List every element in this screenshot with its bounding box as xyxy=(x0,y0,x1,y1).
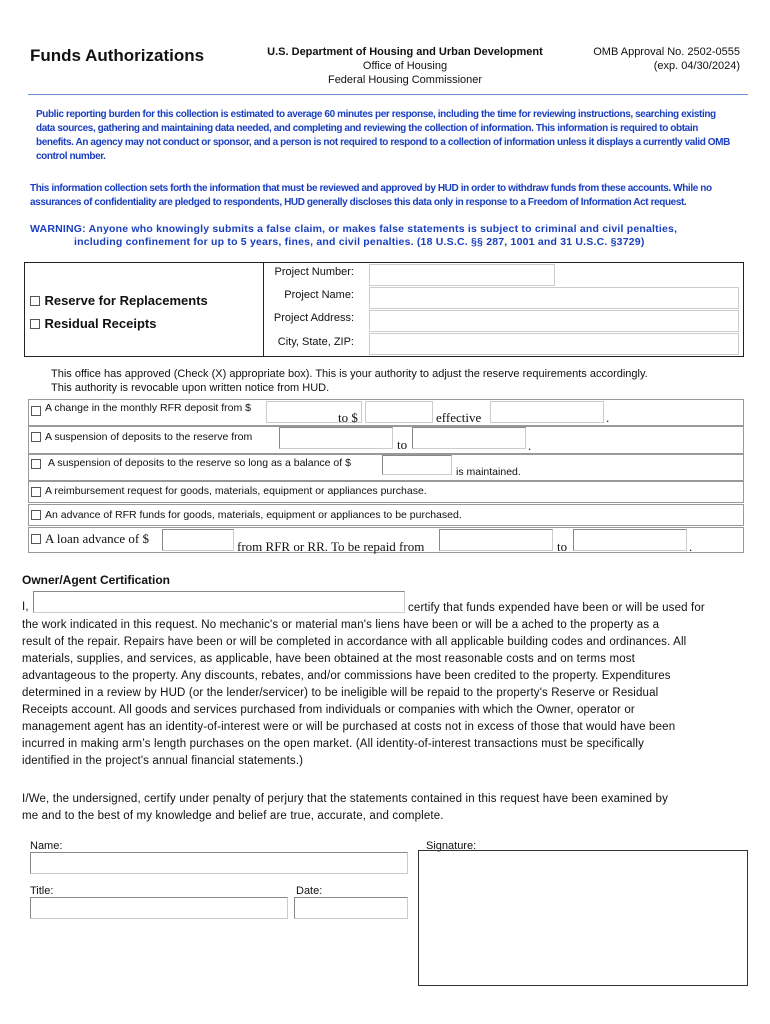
agency-commissioner: Federal Housing Commissioner xyxy=(327,74,483,86)
certification-i-label: I, xyxy=(22,601,29,613)
suspension-checkbox[interactable] xyxy=(31,432,41,442)
reimbursement-checkbox[interactable] xyxy=(31,487,41,497)
change-deposit-label: A change in the monthly RFR deposit from $ xyxy=(45,402,252,414)
loan-period: . xyxy=(689,539,693,554)
date-field[interactable] xyxy=(294,897,408,919)
warning-notice xyxy=(30,223,742,249)
certifier-name-field[interactable] xyxy=(33,591,405,613)
change-to-label: to $ xyxy=(338,410,358,425)
public-burden-notice: Public reporting burden for this collection is estimated to average 60 minutes per response, including the time for reviewing instructions, searching existing data sources, gathering and maintaining data needed, and completing and reviewing the collection of information. This information is required to obtain benefits. An agency may not conduct or sponsor, and a person is not required to respond to a collection of information unless it displays a currently valid OMB control number. xyxy=(36,109,730,162)
suspension-balance-checkbox[interactable] xyxy=(31,459,41,469)
suspension-balance-label: A suspension of deposits to the reserve so long as a balance of $ xyxy=(48,457,351,469)
agency-name: U.S. Department of Housing and Urban Development xyxy=(267,46,543,58)
agency-block xyxy=(240,45,570,87)
suspension-balance-tail: is maintained. xyxy=(456,466,521,478)
approval-intro xyxy=(51,367,741,395)
reserve-checkbox[interactable] xyxy=(30,296,40,306)
loan-mid-label: from RFR or RR. To be repaid from xyxy=(237,539,425,554)
certification-body-line: Receipts account. All goods and services purchased from individuals or companies with which the Owner, operator or xyxy=(22,704,635,716)
omb-block xyxy=(570,45,740,73)
approval-intro-line-1: This office has approved (Check (X) appropriate box). This is your authority to adjust the reserve requirements accordingly. xyxy=(51,368,648,380)
change-deposit-checkbox[interactable] xyxy=(31,406,41,416)
city-state-zip-label: City, State, ZIP: xyxy=(277,336,354,348)
certification-body-line: identified in the project's annual financial statements.) xyxy=(22,755,304,767)
advance-checkbox[interactable] xyxy=(31,510,41,520)
project-name-field[interactable] xyxy=(369,287,739,309)
collection-notice: This information collection sets forth the information that must be reviewed and approved by HUD in order to withdraw funds from these accounts. While no assurances of confidentiality are pledged to respondents, HUD generally discloses this data only in response to a Freedom of Information Act request. xyxy=(30,183,712,208)
residual-option[interactable] xyxy=(30,315,156,333)
certification-line-1-tail: certify that funds expended have been or will be used for xyxy=(408,602,705,614)
perjury-line: me and to the best of my knowledge and belief are true, accurate, and complete. xyxy=(22,810,444,822)
suspension-from-field[interactable] xyxy=(279,427,393,449)
title-field[interactable] xyxy=(30,897,288,919)
name-label: Name: xyxy=(30,840,63,852)
certification-body-line: incurred in making arm’s length purchases on the open market. (All identity-of-interest transactions must be specifically xyxy=(22,738,644,750)
warning-line-2: including confinement for up to 5 years, fines, and civil penalties. (18 U.S.C. §§ 287, 1001 and 31 U.S.C. §3729) xyxy=(74,236,645,248)
name-field[interactable] xyxy=(30,852,408,874)
signature-box[interactable] xyxy=(418,850,748,986)
certification-body-line: determined in a review by HUD (or the lender/servicer) to be ineligible will be repaid to the property's Reserve or Residual xyxy=(22,687,659,699)
advance-label: An advance of RFR funds for goods, materials, equipment or appliances to be purchased. xyxy=(45,509,462,521)
suspension-to-field[interactable] xyxy=(412,427,526,449)
perjury-line: I/We, the undersigned, certify under penalty of perjury that the statements contained in this request have been examined by xyxy=(22,793,669,805)
project-name-label: Project Name: xyxy=(284,289,354,301)
change-effective-date-field[interactable] xyxy=(490,401,604,423)
perjury-statement xyxy=(22,791,742,825)
project-address-label: Project Address: xyxy=(273,312,354,324)
agency-office: Office of Housing xyxy=(362,60,448,72)
certification-body-line: materials, supplies, and services, as applicable, have been obtained at the most reasonable costs and on terms most xyxy=(22,653,636,665)
certification-body-line: result of the repair. Repairs have been or will be completed in accordance with all applicable building codes and ordinances. All xyxy=(22,636,687,648)
loan-to-label: to xyxy=(557,539,568,554)
change-to-amount-field[interactable] xyxy=(365,401,433,423)
certification-body-line: the work indicated in this request. No mechanic's or material man's liens have been or will be a ached to the property as a xyxy=(22,619,660,631)
project-address-field[interactable] xyxy=(369,310,739,332)
suspension-balance-field[interactable] xyxy=(382,455,452,475)
certification-heading: Owner/Agent Certification xyxy=(22,573,171,587)
change-period: . xyxy=(606,410,610,425)
loan-amount-field[interactable] xyxy=(162,529,234,551)
reserve-option-label: Reserve for Replacements xyxy=(44,293,208,308)
loan-repay-to-field[interactable] xyxy=(573,529,687,551)
suspension-period: . xyxy=(528,438,532,453)
reserve-option[interactable] xyxy=(30,292,208,310)
loan-repay-source-field[interactable] xyxy=(439,529,553,551)
omb-expiration: (exp. 04/30/2024) xyxy=(653,60,740,72)
loan-checkbox[interactable] xyxy=(31,534,41,544)
suspension-label: A suspension of deposits to the reserve from xyxy=(45,431,253,443)
certification-body-line: advantageous to the property. Any discounts, rebates, and/or commissions have been credited to the property. Expenditures xyxy=(22,670,671,682)
omb-number: OMB Approval No. 2502-0555 xyxy=(593,46,740,58)
title-label: Title: xyxy=(30,885,54,897)
certification-body-line: management agent has an identity-of-interest were or will be purchased at costs not in excess of those that would have been xyxy=(22,721,676,733)
loan-label: A loan advance of $ xyxy=(45,531,149,546)
residual-checkbox[interactable] xyxy=(30,319,40,329)
project-number-label: Project Number: xyxy=(274,266,354,278)
header-divider xyxy=(28,94,748,95)
certification-body xyxy=(22,617,742,770)
form-title: Funds Authorizations xyxy=(30,46,205,65)
residual-option-label: Residual Receipts xyxy=(44,316,157,331)
suspension-to-label: to xyxy=(397,437,408,452)
signature-label: Signature: xyxy=(426,840,477,852)
city-state-zip-field[interactable] xyxy=(369,333,739,355)
project-number-field[interactable] xyxy=(369,264,555,286)
reimbursement-label: A reimbursement request for goods, materials, equipment or appliances purchase. xyxy=(45,485,427,497)
change-effective-label: effective xyxy=(436,410,482,425)
warning-line-1: WARNING: Anyone who knowingly submits a false claim, or makes false statements is subject to criminal and civil penalties, xyxy=(30,223,678,235)
approval-intro-line-2: This authority is revocable upon written notice from HUD. xyxy=(51,382,330,394)
date-label: Date: xyxy=(296,885,323,897)
